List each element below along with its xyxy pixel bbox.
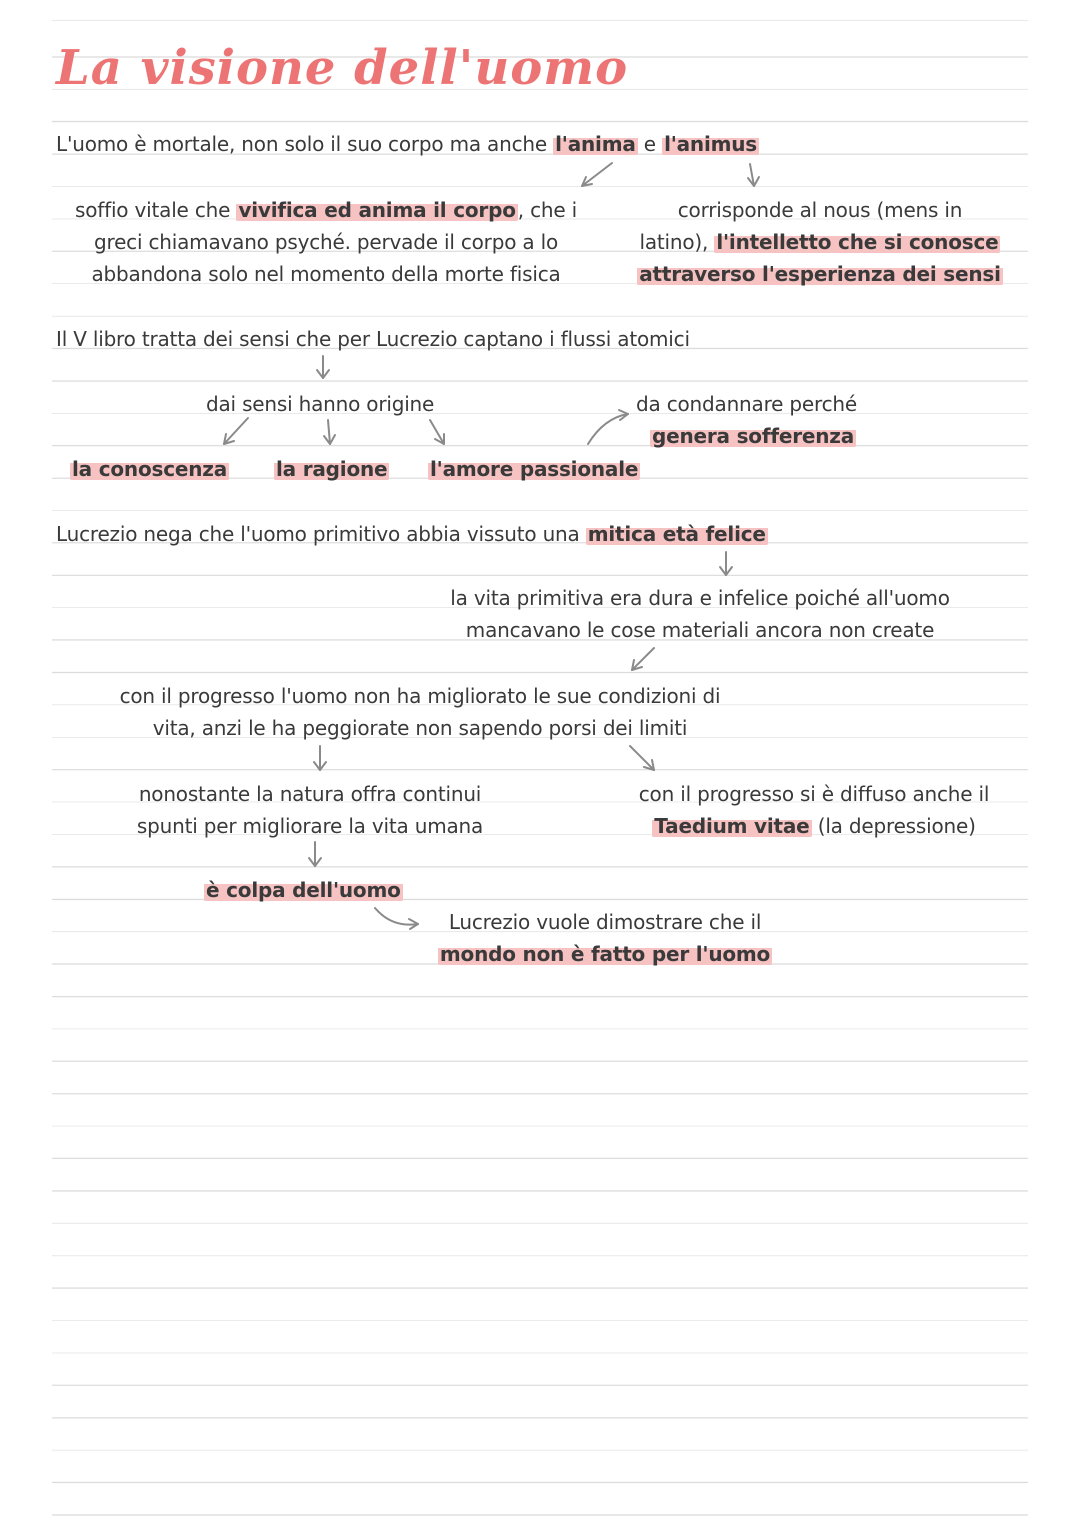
mortality-text: L'uomo è mortale, non solo il suo corpo ma anche	[56, 132, 554, 156]
blame-line	[204, 876, 403, 904]
arrow-down-nature-icon	[314, 746, 326, 770]
primitive-line-1: la vita primitiva era dura e infelice poiché all'uomo	[450, 586, 950, 610]
anima-line-1	[56, 196, 596, 224]
highlight-amore: l'amore passionale	[430, 457, 639, 481]
highlight-taedium: Taedium vitae	[654, 814, 810, 838]
highlight-animus: l'animus	[664, 132, 758, 156]
animus-text: latino),	[639, 230, 715, 254]
conjunction-text: e	[637, 132, 663, 156]
item-amore	[428, 455, 640, 483]
left-margin	[0, 0, 52, 1527]
arrow-to-progress-icon	[632, 648, 654, 670]
item-conoscenza	[70, 455, 229, 483]
mortality-statement	[56, 130, 759, 158]
arrow-down-primitive-icon	[720, 552, 732, 575]
taedium-text: (la depressione)	[811, 814, 976, 838]
taedium-line-2	[604, 812, 1024, 840]
book-v-statement: Il V libro tratta dei sensi che per Lucrezio captano i flussi atomici	[56, 327, 690, 351]
senses-origin: dai sensi hanno origine	[206, 392, 435, 416]
arrow-to-conoscenza-icon	[224, 418, 248, 444]
nature-line-2: spunti per migliorare la vita umana	[136, 814, 484, 838]
world-line-1: Lucrezio vuole dimostrare che il	[448, 910, 762, 934]
animus-line-1: corrisponde al nous (mens in	[677, 198, 963, 222]
progress-line-1: con il progresso l'uomo non ha migliorato le sue condizioni di	[119, 684, 721, 708]
arrow-to-animus-icon	[748, 164, 759, 186]
animus-line-2	[630, 228, 1010, 256]
arrow-curve-world-icon	[375, 908, 418, 929]
right-margin	[1028, 0, 1080, 1527]
world-line-2	[420, 940, 790, 968]
arrow-curve-condemn-icon	[588, 410, 628, 444]
anima-line-2: greci chiamavano psyché. pervade il corpo a lo	[93, 230, 558, 254]
primitive-line-2: mancavano le cose materiali ancora non create	[465, 618, 935, 642]
highlight-mondo: mondo non è fatto per l'uomo	[439, 942, 771, 966]
condemn-line-1: da condannare perché	[636, 392, 857, 416]
highlight-ragione: la ragione	[276, 457, 388, 481]
anima-text: soffio vitale che	[75, 198, 237, 222]
highlight-vivifica: vivifica ed anima il corpo	[238, 198, 516, 222]
highlight-anima: l'anima	[555, 132, 636, 156]
highlight-sofferenza: genera sofferenza	[652, 424, 855, 448]
highlight-intelletto: l'intelletto che si conosce	[716, 230, 999, 254]
arrow-to-taedium-icon	[630, 746, 654, 770]
highlight-colpa: è colpa dell'uomo	[206, 878, 401, 902]
arrow-down-senses-icon	[317, 356, 329, 378]
anima-line-3: abbandona solo nel momento della morte fisica	[91, 262, 561, 286]
highlight-eta-felice: mitica età felice	[587, 522, 766, 546]
nature-line-1: nonostante la natura offra continui	[138, 782, 482, 806]
arrow-to-anima-icon	[582, 163, 612, 186]
animus-line-3	[630, 260, 1010, 288]
golden-age-text: Lucrezio nega che l'uomo primitivo abbia vissuto una	[56, 522, 586, 546]
item-ragione	[274, 455, 389, 483]
arrow-to-ragione-icon	[324, 420, 335, 444]
taedium-line-1: con il progresso si è diffuso anche il	[638, 782, 990, 806]
arrow-down-blame-icon	[309, 842, 321, 866]
arrow-to-amore-icon	[430, 420, 444, 444]
anima-text-end: , che i	[517, 198, 577, 222]
highlight-conoscenza: la conoscenza	[72, 457, 227, 481]
page-title: La visione dell'uomo	[56, 40, 629, 96]
golden-age-statement	[56, 520, 768, 548]
condemn-line-2	[650, 422, 856, 450]
progress-line-2: vita, anzi le ha peggiorate non sapendo porsi dei limiti	[152, 716, 688, 740]
highlight-esperienza: attraverso l'esperienza dei sensi	[639, 262, 1001, 286]
